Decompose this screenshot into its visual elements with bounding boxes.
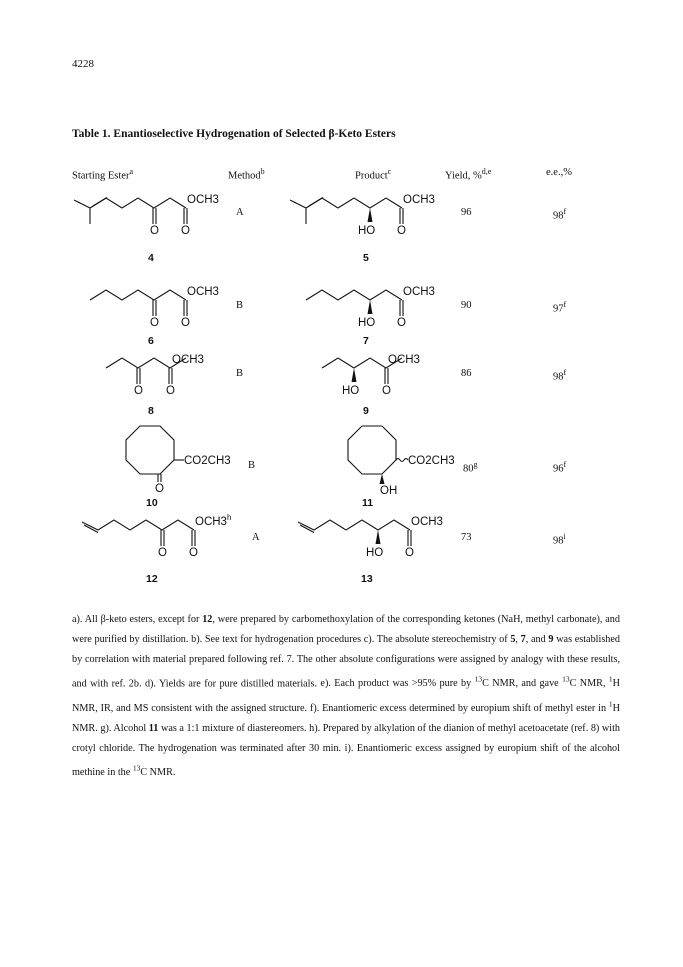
ester-methoxy-label: OCH3$^h$: [195, 513, 232, 528]
product-carbomethoxy-label: CO2CH3: [408, 455, 455, 467]
yield-cell: 90: [461, 300, 472, 311]
compound-number: 10: [146, 497, 158, 509]
ester-oxygen: O: [382, 385, 391, 397]
header-starting-ester: Starting Ester$^a$: [72, 167, 134, 182]
product-methoxy-label: OCH3: [388, 354, 420, 366]
structure-ester-10: [118, 418, 258, 498]
structure-ester-4: [66, 186, 246, 246]
method-cell: A: [236, 207, 244, 218]
ring-hydroxyl-label: OH: [380, 485, 398, 497]
footnote-c: c). The absolute stereochemistry of 5, 7, and 9 was established by correlation with material prepared following ref. 7. The other absolute configurations were assigned by analogy with these results, and with ref. 2b.: [72, 634, 621, 690]
product-methoxy-label: OCH3: [403, 194, 435, 206]
header-ee: e.e.,%: [546, 167, 572, 178]
footnote-d: d). Yields are for pure distilled materials.: [144, 678, 318, 690]
structure-product-11: [340, 418, 480, 498]
ester-carbomethoxy-label: CO2CH3: [184, 455, 231, 467]
ester-oxygen: O: [189, 547, 198, 559]
hydroxyl-label: HO: [358, 317, 376, 329]
method-cell: A: [252, 532, 260, 543]
keto-oxygen: O: [150, 225, 159, 237]
header-product: Product$^c$: [355, 167, 392, 182]
keto-oxygen: O: [150, 317, 159, 329]
yield-cell: 80$^g$: [463, 460, 478, 475]
hydroxyl-label: HO: [342, 385, 360, 397]
ester-oxygen: O: [397, 317, 406, 329]
product-methoxy-label: OCH3: [403, 286, 435, 298]
structure-product-13: [290, 508, 470, 568]
header-yield: Yield, %$^{d,e}$: [445, 167, 492, 182]
compound-number: 7: [363, 335, 369, 347]
footnote-f: f). Enantiomeric excess determined by europium shift of methyl ester in $^1$H NMR.: [72, 699, 620, 734]
ester-methoxy-label: OCH3: [187, 286, 219, 298]
structure-ester-12: [74, 508, 254, 568]
compound-number: 6: [148, 335, 154, 347]
compound-number: 12: [146, 573, 158, 585]
table-title: Table 1. Enantioselective Hydrogenation of Selected β-Keto Esters: [72, 128, 396, 140]
hydroxyl-label: HO: [358, 225, 376, 237]
ester-oxygen: O: [166, 385, 175, 397]
compound-number: 9: [363, 405, 369, 417]
product-methoxy-label: OCH3: [411, 516, 443, 528]
footnote-e: e). Each product was >95% pure by $^{13}$C NMR, and gave $^{13}$C NMR, $^1$H NMR, IR, and MS consistent with the assigned structure.: [72, 675, 620, 714]
ester-oxygen: O: [181, 317, 190, 329]
ee-cell: 98$^i$: [553, 532, 566, 547]
table-footnotes: [72, 610, 620, 783]
ee-cell: 97$^f$: [553, 300, 567, 315]
ester-oxygen: O: [397, 225, 406, 237]
footnote-b: b). See text for hydrogenation procedures: [191, 634, 362, 645]
footnote-g: g). Alcohol 11 was a 1:1 mixture of diastereomers.: [100, 722, 307, 734]
ester-oxygen: O: [181, 225, 190, 237]
yield-cell: 96: [461, 207, 472, 218]
ester-methoxy-label: OCH3: [187, 194, 219, 206]
compound-number: 5: [363, 252, 369, 264]
method-cell: B: [236, 300, 244, 311]
ee-cell: 98$^f$: [553, 368, 567, 383]
keto-oxygen: O: [155, 483, 164, 495]
yield-cell: 86: [461, 368, 472, 379]
yield-cell: 73: [461, 532, 472, 543]
structure-ester-8: [98, 346, 278, 406]
compound-number: 13: [361, 573, 373, 585]
keto-oxygen: O: [158, 547, 167, 559]
footnote-i: i). Enantiomeric excess assigned by europium shift of the alcohol methine in the $^{13}$C NMR.: [72, 742, 620, 779]
ee-cell: 98$^f$: [553, 207, 567, 222]
page-number: 4228: [72, 58, 94, 70]
structure-ester-6: [82, 278, 262, 338]
ee-cell: 96$^f$: [553, 460, 567, 475]
ester-methoxy-label: OCH3: [172, 354, 204, 366]
ester-oxygen: O: [405, 547, 414, 559]
method-cell: B: [236, 368, 244, 379]
header-method: Method$^b$: [228, 167, 265, 182]
compound-number: 11: [362, 497, 374, 509]
footnote-h: h). Prepared by alkylation of the dianion of methyl acetoacetate (ref. 8) with crotyl chloride. The hydrogenation was terminated after 30 min.: [72, 722, 620, 754]
footnote-a: a). All β-keto esters, except for 12, were prepared by carbomethoxylation of the corresponding ketones (NaH, methyl carbonate), and were purified by distillation.: [72, 614, 620, 645]
method-cell: B: [248, 460, 256, 471]
keto-oxygen: O: [134, 385, 143, 397]
hydroxyl-label: HO: [366, 547, 384, 559]
compound-number: 4: [148, 252, 154, 264]
compound-number: 8: [148, 405, 154, 417]
structure-product-7: [298, 278, 478, 338]
structure-product-5: [282, 186, 462, 246]
